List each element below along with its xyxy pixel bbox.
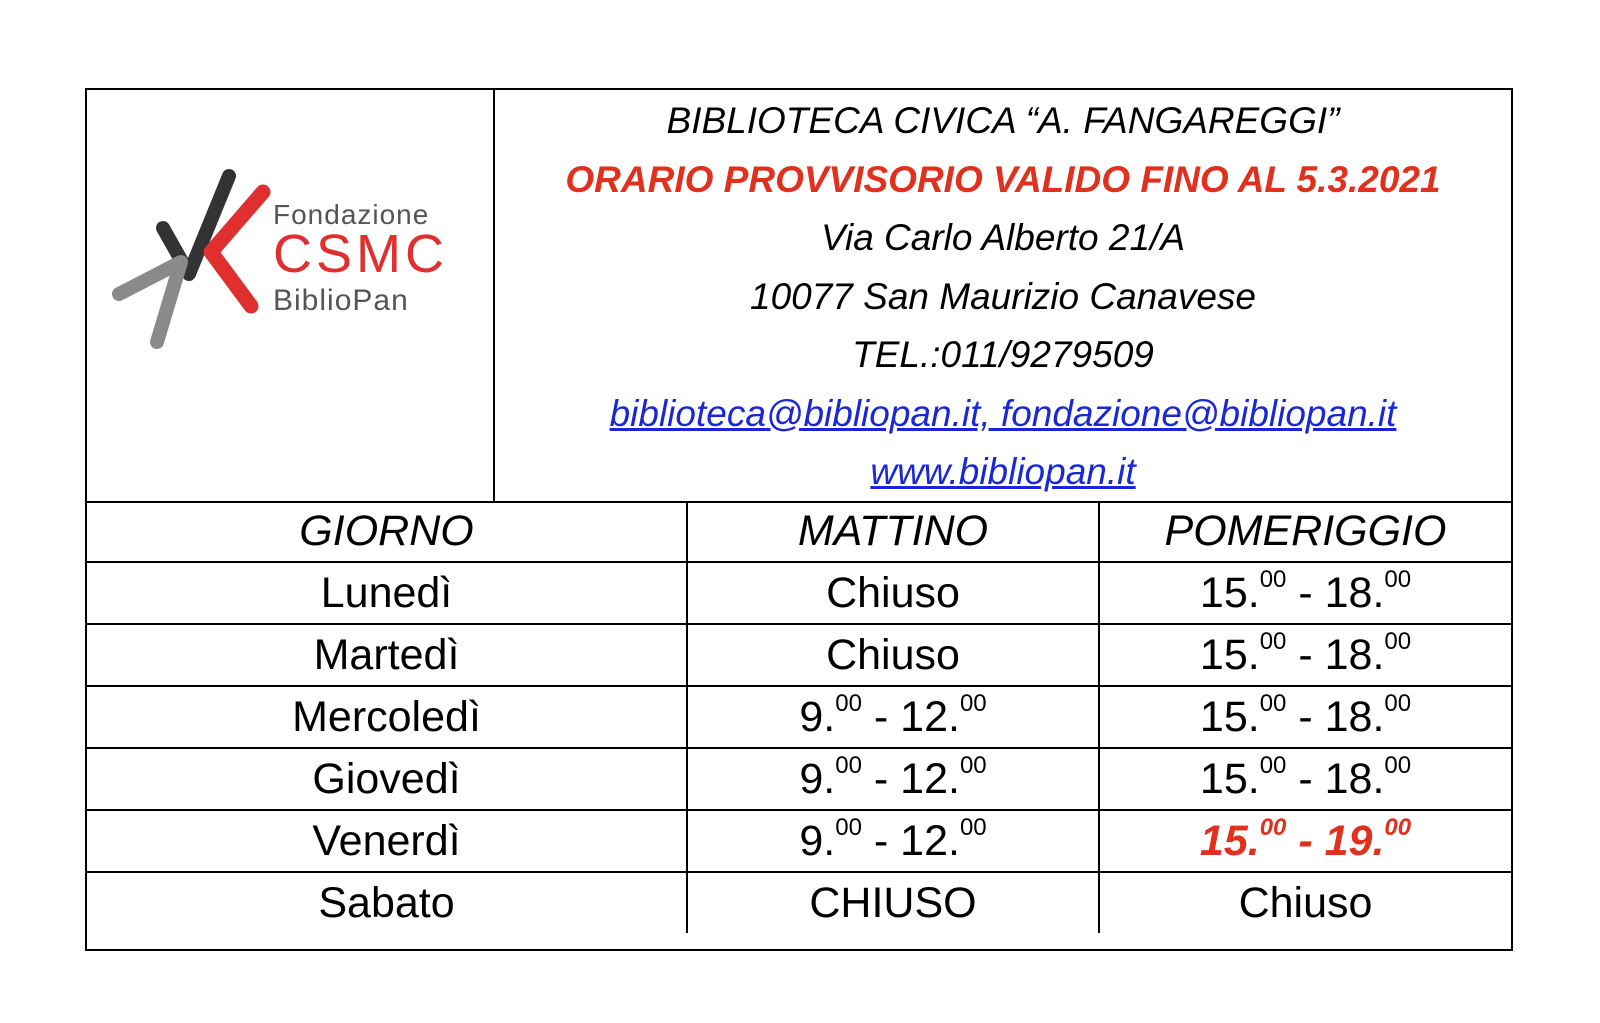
time-to-minutes: 00 bbox=[1384, 813, 1412, 841]
time-separator: - bbox=[1286, 816, 1325, 865]
afternoon-cell bbox=[1099, 748, 1511, 810]
address-city: 10077 San Maurizio Canavese bbox=[750, 275, 1256, 317]
time-to: 18. bbox=[1324, 568, 1385, 617]
header-afternoon: POMERIGGIO bbox=[1099, 501, 1511, 562]
phone-number: TEL.:011/9279509 bbox=[852, 334, 1154, 375]
time-from: 15. bbox=[1199, 816, 1260, 865]
day-cell: Sabato bbox=[87, 872, 687, 933]
time-to-minutes: 00 bbox=[959, 751, 987, 779]
time-to: 12. bbox=[900, 692, 960, 741]
morning-cell bbox=[687, 810, 1099, 872]
afternoon-time-range bbox=[1199, 565, 1412, 617]
morning-time-range bbox=[799, 751, 987, 803]
morning-cell: Chiuso bbox=[687, 562, 1099, 624]
table-header-row bbox=[87, 501, 1511, 562]
time-from-minutes: 00 bbox=[835, 813, 862, 841]
time-to: 12. bbox=[900, 754, 960, 803]
schedule-document bbox=[85, 88, 1513, 951]
day-cell: Martedì bbox=[87, 624, 687, 686]
time-from: 15. bbox=[1199, 568, 1260, 617]
afternoon-cell bbox=[1099, 624, 1511, 686]
table-row bbox=[87, 562, 1511, 624]
afternoon-time-range bbox=[1199, 689, 1412, 741]
logo-text-bibliopan: BiblioPan bbox=[273, 284, 409, 317]
table-row bbox=[87, 748, 1511, 810]
time-from-minutes: 00 bbox=[1259, 751, 1287, 779]
time-separator: - bbox=[1286, 568, 1325, 617]
time-from-minutes: 00 bbox=[1259, 813, 1287, 841]
time-from: 15. bbox=[1199, 630, 1260, 679]
opening-hours-table bbox=[87, 501, 1511, 933]
afternoon-time-range bbox=[1199, 627, 1412, 679]
time-from-minutes: 00 bbox=[1259, 627, 1287, 655]
header-morning: MATTINO bbox=[687, 501, 1099, 562]
time-to: 12. bbox=[900, 816, 960, 865]
afternoon-cell: Chiuso bbox=[1099, 872, 1511, 933]
morning-time-range bbox=[799, 813, 987, 865]
address-street: Via Carlo Alberto 21/A bbox=[820, 217, 1186, 258]
time-to: 18. bbox=[1324, 692, 1385, 741]
fondazione-csmc-bibliopan-logo bbox=[111, 166, 471, 366]
logo-cell bbox=[87, 90, 495, 501]
time-from-minutes: 00 bbox=[1259, 689, 1287, 717]
website-link[interactable]: www.bibliopan.it bbox=[870, 451, 1136, 492]
afternoon-time-range bbox=[1199, 751, 1412, 803]
logo-text-fondazione: Fondazione bbox=[273, 199, 430, 230]
time-from-minutes: 00 bbox=[835, 689, 862, 717]
morning-cell: Chiuso bbox=[687, 624, 1099, 686]
time-to: 19. bbox=[1324, 816, 1385, 865]
email-links[interactable]: biblioteca@bibliopan.it, fondazione@bibliopan.it bbox=[609, 392, 1397, 434]
day-cell: Giovedì bbox=[87, 748, 687, 810]
time-from: 9. bbox=[799, 816, 836, 865]
time-to-minutes: 00 bbox=[1384, 565, 1412, 593]
table-row bbox=[87, 686, 1511, 748]
time-from-minutes: 00 bbox=[835, 751, 862, 779]
header-section bbox=[87, 90, 1511, 503]
time-to: 18. bbox=[1324, 630, 1385, 679]
library-info bbox=[495, 90, 1511, 501]
time-separator: - bbox=[861, 692, 901, 741]
afternoon-cell bbox=[1099, 810, 1511, 872]
time-to: 18. bbox=[1324, 754, 1385, 803]
day-cell: Lunedì bbox=[87, 562, 687, 624]
time-separator: - bbox=[861, 816, 901, 865]
time-to-minutes: 00 bbox=[959, 689, 987, 717]
logo-text-csmc: CSMC bbox=[273, 224, 448, 284]
afternoon-time-range bbox=[1199, 813, 1412, 865]
day-cell: Mercoledì bbox=[87, 686, 687, 748]
table-row bbox=[87, 810, 1511, 872]
time-from: 15. bbox=[1199, 754, 1260, 803]
time-separator: - bbox=[861, 754, 901, 803]
table-row bbox=[87, 624, 1511, 686]
morning-cell: CHIUSO bbox=[687, 872, 1099, 933]
time-from: 15. bbox=[1199, 692, 1260, 741]
library-name: BIBLIOTECA CIVICA “A. FANGAREGGI” bbox=[666, 100, 1340, 141]
time-separator: - bbox=[1286, 692, 1325, 741]
time-to-minutes: 00 bbox=[959, 813, 987, 841]
afternoon-cell bbox=[1099, 562, 1511, 624]
table-row bbox=[87, 872, 1511, 933]
time-from: 9. bbox=[799, 754, 836, 803]
header-day: GIORNO bbox=[87, 501, 687, 562]
morning-cell bbox=[687, 686, 1099, 748]
time-to-minutes: 00 bbox=[1384, 689, 1412, 717]
time-separator: - bbox=[1286, 754, 1325, 803]
time-to-minutes: 00 bbox=[1384, 627, 1412, 655]
provisional-notice: ORARIO PROVVISORIO VALIDO FINO AL 5.3.2021 bbox=[565, 158, 1441, 200]
morning-time-range bbox=[799, 689, 987, 741]
day-cell: Venerdì bbox=[87, 810, 687, 872]
time-from-minutes: 00 bbox=[1259, 565, 1287, 593]
time-from: 9. bbox=[799, 692, 836, 741]
time-separator: - bbox=[1286, 630, 1325, 679]
time-to-minutes: 00 bbox=[1384, 751, 1412, 779]
morning-cell bbox=[687, 748, 1099, 810]
afternoon-cell bbox=[1099, 686, 1511, 748]
